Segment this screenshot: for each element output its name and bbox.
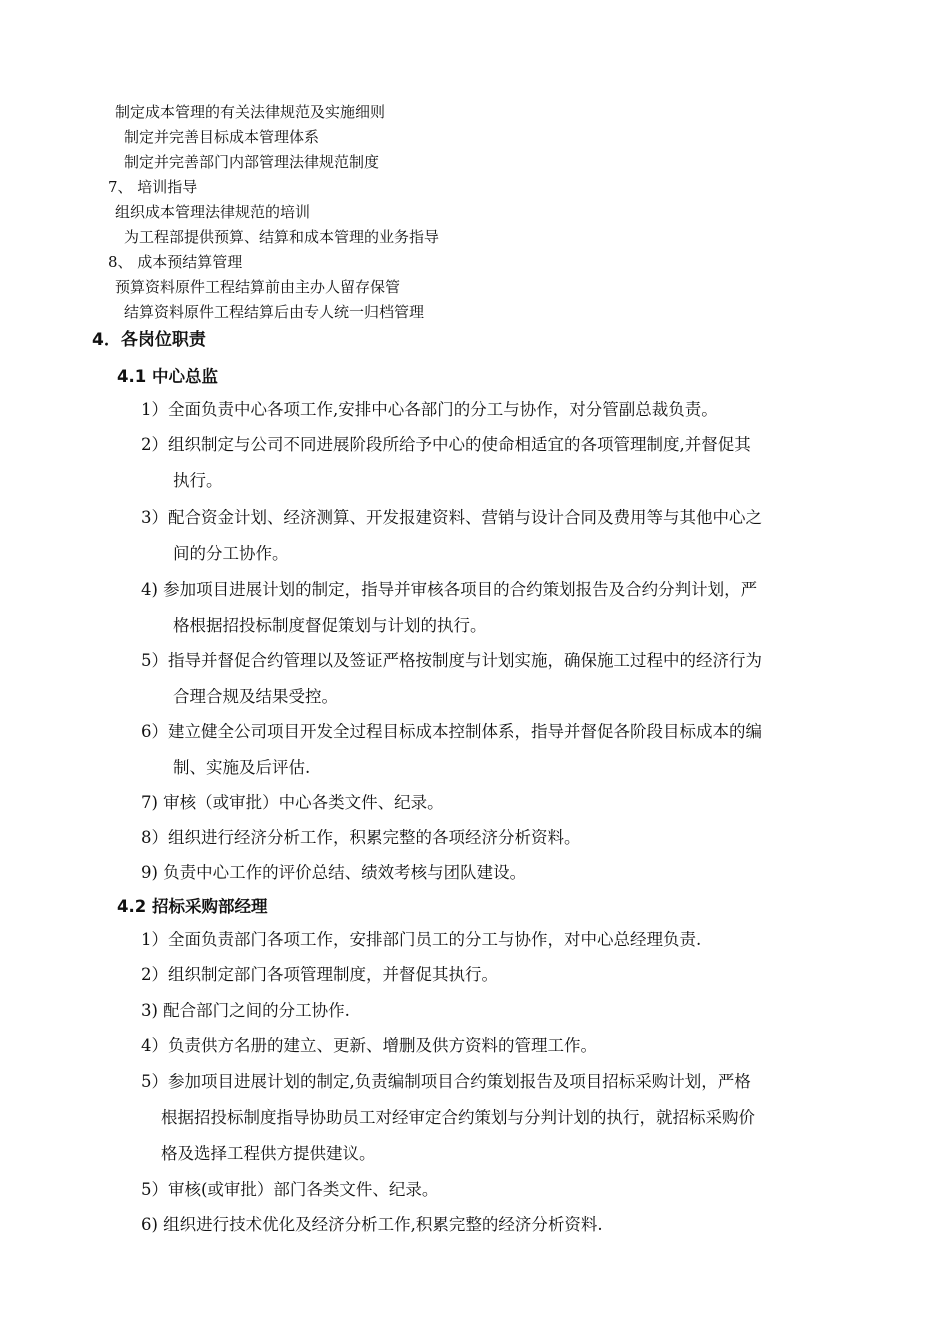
duty-continuation: 根据招投标制度指导协助员工对经审定合约策划与分判计划的执行，就招标采购价 bbox=[161, 1108, 755, 1127]
duty-item bbox=[141, 1207, 861, 1243]
duty-text: 1）全面负责部门各项工作，安排部门员工的分工与协作，对中心总经理负责. bbox=[141, 930, 702, 949]
subsection-4-1-heading: 4.1 中心总监 bbox=[117, 367, 218, 386]
duty-item bbox=[141, 392, 861, 428]
duty-item bbox=[141, 957, 861, 993]
duty-text: 3）配合资金计划、经济测算、开发报建资料、营销与设计合同及费用等与其他中心之 bbox=[141, 508, 762, 527]
duty-text: 2）组织制定部门各项管理制度，并督促其执行。 bbox=[141, 965, 498, 984]
duty-text: 9) 负责中心工作的评价总结、绩效考核与团队建设。 bbox=[141, 863, 527, 882]
duty-continuation: 合理合规及结果受控。 bbox=[173, 687, 338, 706]
settlement-line-2: 结算资料原件工程结算后由专人统一归档管理 bbox=[124, 303, 425, 321]
duty-continuation: 格及选择工程供方提供建议。 bbox=[161, 1144, 376, 1163]
duty-item bbox=[141, 1028, 861, 1064]
duty-item bbox=[141, 1064, 861, 1172]
duty-item bbox=[141, 855, 861, 891]
duty-item bbox=[141, 500, 861, 572]
training-line-2: 为工程部提供预算、结算和成本管理的业务指导 bbox=[124, 228, 440, 246]
duty-text: 5）指导并督促合约管理以及签证严格按制度与计划实施，确保施工过程中的经济行为 bbox=[141, 651, 762, 670]
subsection-4-2-heading: 4.2 招标采购部经理 bbox=[117, 897, 268, 916]
duty-text: 2）组织制定与公司不同进展阶段所给予中心的使命相适宜的各项管理制度,并督促其 bbox=[141, 435, 751, 454]
duty-text: 1）全面负责中心各项工作,安排中心各部门的分工与协作，对分管副总裁负责。 bbox=[141, 400, 718, 419]
duty-text: 5）审核(或审批）部门各类文件、纪录。 bbox=[141, 1180, 439, 1199]
duty-continuation: 间的分工协作。 bbox=[173, 544, 289, 563]
rule-line-2: 制定并完善目标成本管理体系 bbox=[124, 128, 320, 146]
duty-item bbox=[141, 714, 861, 786]
duty-text: 6) 组织进行技术优化及经济分析工作,积累完整的经济分析资料. bbox=[141, 1215, 603, 1234]
section-4-heading: 4．各岗位职责 bbox=[92, 330, 206, 350]
duty-text: 5）参加项目进展计划的制定,负责编制项目合约策划报告及项目招标采购计划，严格 bbox=[141, 1072, 751, 1091]
duty-continuation: 制、实施及后评估. bbox=[173, 758, 311, 777]
training-line-1: 组织成本管理法律规范的培训 bbox=[115, 203, 311, 221]
item-8-title: 8、 成本预结算管理 bbox=[108, 253, 243, 271]
duty-item bbox=[141, 643, 861, 715]
duty-text: 6）建立健全公司项目开发全过程目标成本控制体系，指导并督促各阶段目标成本的编 bbox=[141, 722, 762, 741]
duty-text: 8）组织进行经济分析工作，积累完整的各项经济分析资料。 bbox=[141, 828, 581, 847]
duty-text: 4) 参加项目进展计划的制定，指导并审核各项目的合约策划报告及合约分判计划，严 bbox=[141, 580, 758, 599]
rule-line-1: 制定成本管理的有关法律规范及实施细则 bbox=[115, 103, 386, 121]
duty-item bbox=[141, 427, 861, 499]
duty-item bbox=[141, 785, 861, 821]
item-7-title: 7、 培训指导 bbox=[108, 178, 198, 196]
duty-text: 4）负责供方名册的建立、更新、增删及供方资料的管理工作。 bbox=[141, 1036, 597, 1055]
duty-item bbox=[141, 820, 861, 856]
duty-item bbox=[141, 1172, 861, 1208]
settlement-line-1: 预算资料原件工程结算前由主办人留存保管 bbox=[115, 278, 401, 296]
duty-item bbox=[141, 922, 861, 958]
duty-continuation: 执行。 bbox=[173, 471, 223, 490]
rule-line-3: 制定并完善部门内部管理法律规范制度 bbox=[124, 153, 380, 171]
duty-continuation: 格根据招投标制度督促策划与计划的执行。 bbox=[173, 616, 487, 635]
duty-text: 7) 审核（或审批）中心各类文件、纪录。 bbox=[141, 793, 444, 812]
duty-text: 3) 配合部门之间的分工协作. bbox=[141, 1001, 350, 1020]
duty-item bbox=[141, 993, 861, 1029]
duty-item bbox=[141, 572, 861, 644]
